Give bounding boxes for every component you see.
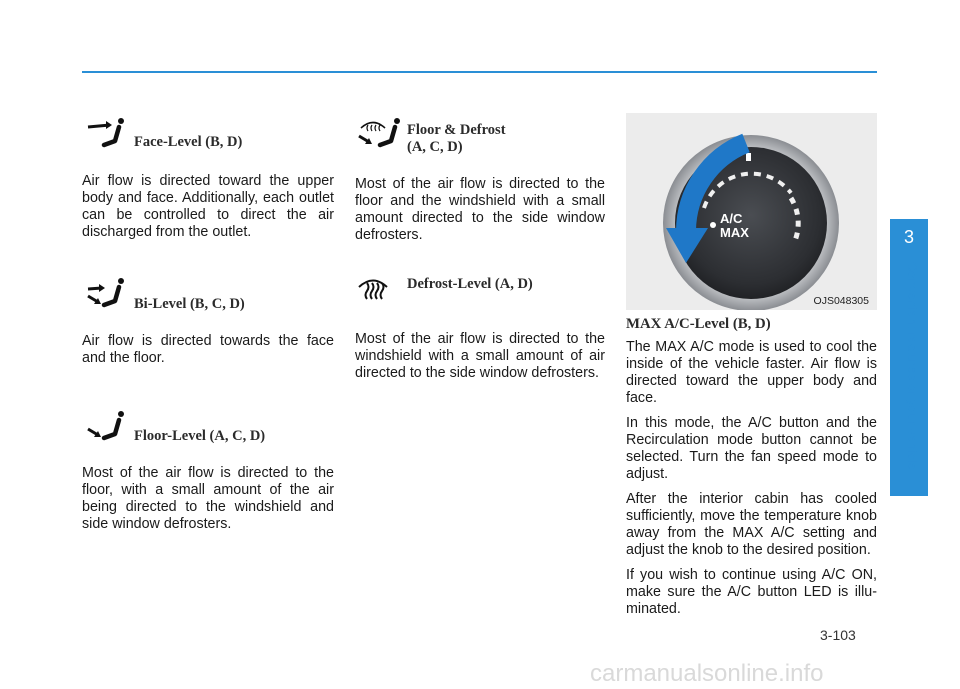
chapter-number: 3: [903, 227, 914, 247]
header-rule: [82, 71, 877, 73]
max-ac-paragraph: In this mode, the A/C button and the Recirculation mode button cannot be selected. Turn the fan speed mode to adjust.: [626, 415, 877, 482]
knob-label-max: MAX: [720, 225, 749, 240]
max-ac-title: MAX A/C-Level (B, D): [626, 316, 771, 332]
mode-title: Floor-Level (A, C, D): [134, 428, 266, 444]
bi-level-vent-icon: [82, 275, 130, 315]
mode-description: Most of the air flow is directed to the windshield with a small amount of air directed to the side window defrosters.: [355, 331, 605, 381]
max-ac-knob-image: [626, 113, 877, 310]
max-ac-paragraph: The MAX A/C mode is used to cool the inside of the vehicle faster. Air flow is directed toward the upper body and face.: [626, 339, 877, 406]
image-code: OJS048305: [813, 295, 869, 307]
mode-title-line2: (A, C, D): [407, 139, 463, 155]
mode-bi-level-heading: [82, 275, 334, 315]
page-number: 3-103: [820, 627, 856, 643]
floor-level-vent-icon: [82, 407, 130, 447]
column-middle: [355, 114, 605, 382]
max-ac-paragraph: After the interior cabin has cooled sufficiently, move the temperature knob away from the MAX A/C setting and adjust the knob to the desired position.: [626, 491, 877, 558]
mode-face-level-heading: [82, 114, 334, 154]
column-right: [626, 316, 877, 626]
mode-description: Most of the air flow is directed to the floor, with a small amount of the air being directed to the windshield and side window defrosters.: [82, 465, 334, 532]
watermark: carmanualsonline.info: [590, 660, 824, 687]
chapter-label: Convenient features of your vehicle: [905, 262, 919, 470]
knob-label-ac: A/C: [720, 211, 743, 226]
column-left: [82, 114, 334, 533]
mode-description: Air flow is directed toward the upper body and face. Additionally, each outlet can be controlled to direct the air discharged from the outlet.: [82, 173, 334, 240]
mode-title: Bi-Level (B, C, D): [134, 296, 245, 312]
max-ac-paragraph: If you wish to continue using A/C ON, make sure the A/C button LED is illu-minated.: [626, 567, 877, 617]
floor-defrost-icon: [355, 114, 405, 154]
face-level-vent-icon: [82, 114, 130, 154]
mode-description: Most of the air flow is directed to the floor and the windshield with a small amount directed to the side window defrosters.: [355, 176, 605, 243]
mode-floor-defrost-heading: [355, 114, 605, 154]
mode-defrost-level-heading: [355, 269, 605, 309]
mode-description: Air flow is directed towards the face and the floor.: [82, 333, 334, 366]
mode-floor-level-heading: [82, 407, 334, 447]
defrost-level-icon: [355, 269, 405, 309]
mode-title: Face-Level (B, D): [134, 134, 243, 150]
mode-title: Defrost-Level (A, D): [407, 276, 533, 292]
mode-title-line1: Floor & Defrost: [407, 122, 506, 138]
